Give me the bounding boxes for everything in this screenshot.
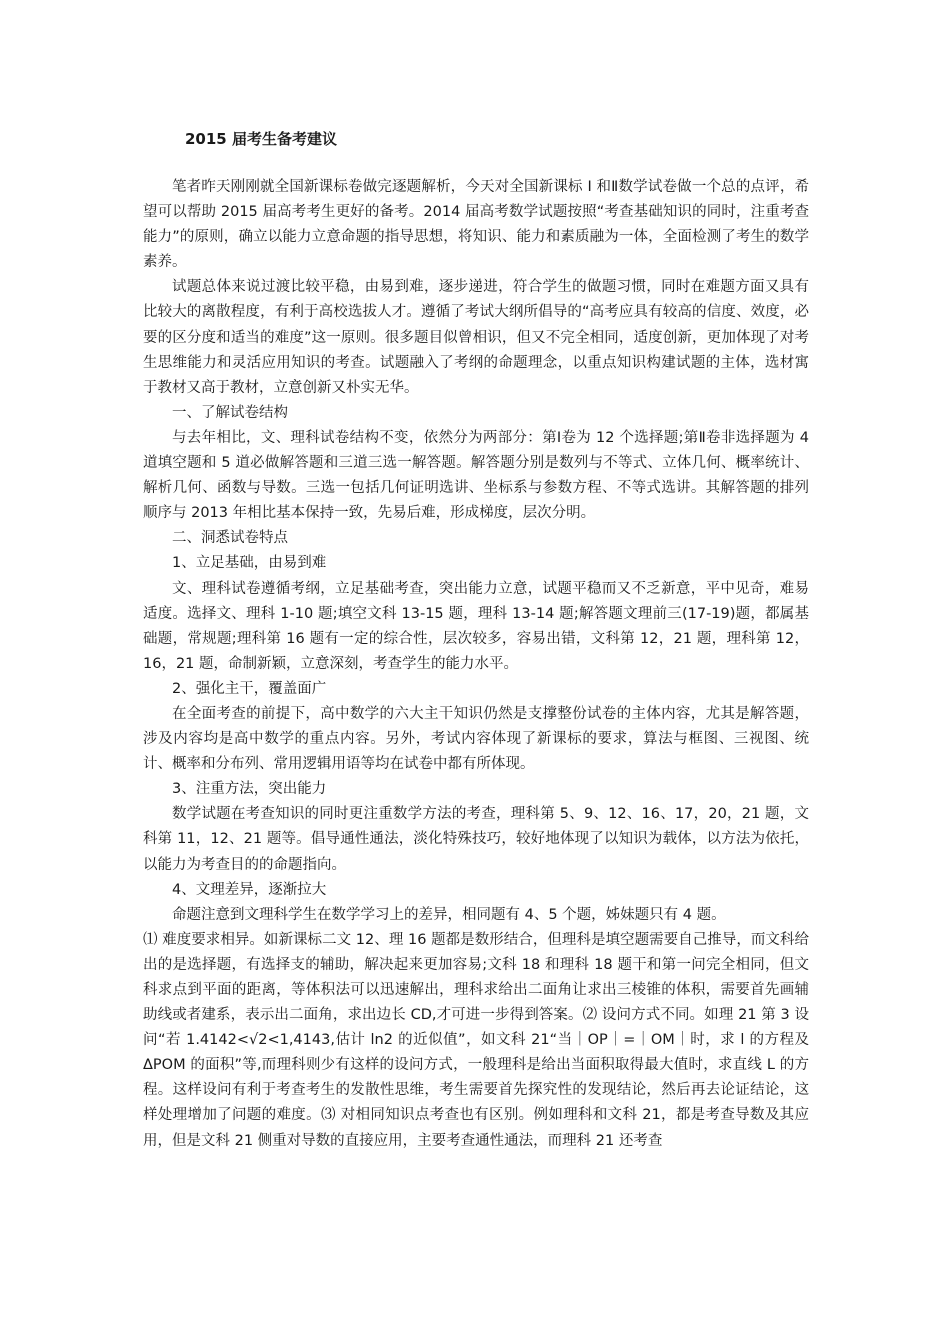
subheading-main-knowledge: 2、强化主干，覆盖面广 bbox=[172, 680, 327, 697]
paragraph-overview: 试题总体来说过渡比较平稳，由易到难，逐步递进，符合学生的做题习惯，同时在难题方面又具有比较大的离散程度，有利于高校选拔人才。遵循了考试大纲所倡导的“高考应具有较高的信度、效度，必要的区分度和适当的难度”这一原则。很多题目似曾相识，但又不完全相同，适度创新，更加体现了对考生思维能力和灵活应用知识的考查。试题融入了考纲的命题理念，以重点知识构建试题的主体，选材寓于教材又高于教材，立意创新又朴实无华。 bbox=[143, 279, 809, 396]
subheading-methods: 3、注重方法，突出能力 bbox=[172, 781, 327, 798]
section-heading-features: 二、洞悉试卷特点 bbox=[172, 530, 288, 547]
paragraph-methods: 数学试题在考查知识的同时更注重数学方法的考查，理科第 5、9、12、16、17，20，21 题，文科第 11，12、21 题等。倡导通性通法，淡化特殊技巧，较好地体现了以知识为载体，以方法为依托，以能力为考查目的的命题指向。 bbox=[143, 806, 809, 873]
document-title: 2015 届考生备考建议 bbox=[185, 130, 337, 148]
subheading-basics: 1、立足基础，由易到难 bbox=[172, 555, 327, 572]
section-heading-structure: 一、了解试卷结构 bbox=[172, 404, 288, 421]
document-body bbox=[143, 175, 809, 1154]
paragraph-differences-detail: ⑴ 难度要求相异。如新课标二文 12、理 16 题都是数形结合，但理科是填空题需要自己推导，而文科给出的是选择题，有选择支的辅助，解决起来更加容易;文科 18 和理科 18 题干和第一问完全相同，但文科求点到平面的距离，等体积法可以迅速解出，理科求给出二面角让求出三棱锥的体积，需要首先画辅助线或者建系，表示出二面角，求出边长 CD,才可进一步得到答案。⑵ 设问方式不同。如理 21 第 3 设问“若 1.4142<√2<1,4143,估计 ln2 的近似值”，如文科 21“当｜OP｜=｜OM｜时，求 l 的方程及ΔPOM 的面积”等,而理科则少有这样的设问方式，一般理科是给出当面积取得最大值时，求直线 L 的方程。这样设问有利于考查考生的发散性思维，考生需要首先探究性的发现结论，然后再去论证结论，这样处理增加了问题的难度。⑶ 对相同知识点考查也有区别。例如理科和文科 21，都是考查导数及其应用，但是文科 21 侧重对导数的直接应用，主要考查通性通法，而理科 21 还考查 bbox=[143, 931, 809, 1149]
subheading-differences: 4、文理差异，逐渐拉大 bbox=[172, 881, 327, 898]
paragraph-intro: 笔者昨天刚刚就全国新课标卷做完逐题解析，今天对全国新课标 I 和Ⅱ数学试卷做一个总的点评，希望可以帮助 2015 届高考考生更好的备考。2014 届高考数学试题按照“考查基础知识的同时，注重考查能力”的原则，确立以能力立意命题的指导思想，将知识、能力和素质融为一体，全面检测了考生的数学素养。 bbox=[143, 179, 809, 271]
paragraph-structure: 与去年相比，文、理科试卷结构不变，依然分为两部分：第Ⅰ卷为 12 个选择题;第Ⅱ卷非选择题为 4 道填空题和 5 道必做解答题和三道三选一解答题。解答题分别是数列与不等式、立体几何、概率统计、解析几何、函数与导数。三选一包括几何证明选讲、坐标系与参数方程、不等式选讲。其解答题的排列顺序与 2013 年相比基本保持一致，先易后难，形成梯度，层次分明。 bbox=[143, 429, 809, 522]
paragraph-main-knowledge: 在全面考查的前提下，高中数学的六大主干知识仍然是支撑整份试卷的主体内容，尤其是解答题，涉及内容均是高中数学的重点内容。另外，考试内容体现了新课标的要求，算法与框图、三视图、统计、概率和分布列、常用逻辑用语等均在试卷中都有所体现。 bbox=[143, 705, 809, 773]
paragraph-basics: 文、理科试卷遵循考纲，立足基础考查，突出能力立意，试题平稳而又不乏新意，平中见奇，难易适度。选择文、理科 1-10 题;填空文科 13-15 题，理科 13-14 题;解答题文理前三(17-19)题，都属基础题，常规题;理科第 16 题有一定的综合性，层次较多，容易出错，文科第 12，21 题，理科第 12，16，21 题，命制新颖，立意深刻，考查学生的能力水平。 bbox=[143, 580, 809, 672]
paragraph-differences-intro: 命题注意到文理科学生在数学学习上的差异，相同题有 4、5 个题，姊妹题只有 4 题。 bbox=[172, 906, 726, 923]
